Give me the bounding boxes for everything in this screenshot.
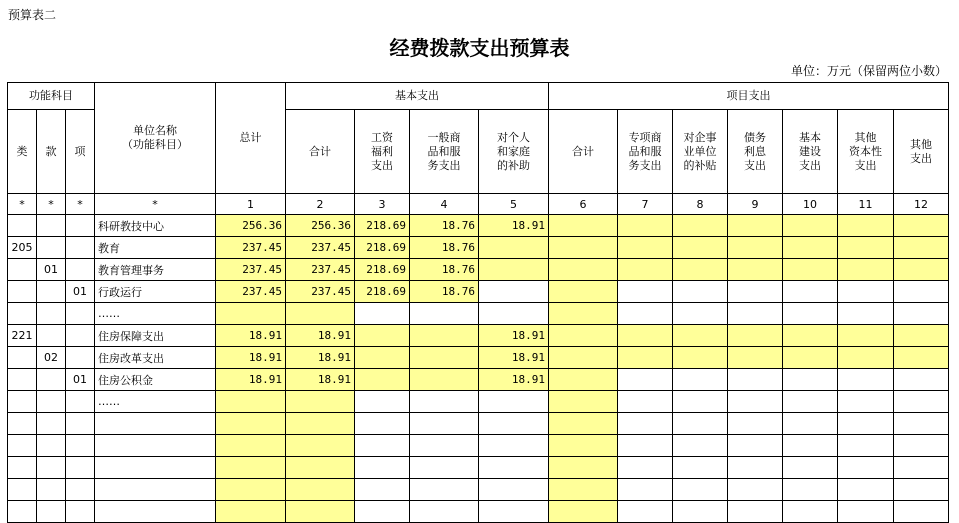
- cell-personal: [479, 413, 549, 435]
- cell-project: [783, 347, 838, 369]
- cell-project: [838, 479, 894, 501]
- cell-project: [618, 435, 673, 457]
- index-cell: 8: [673, 194, 728, 215]
- cell-basic-sum: [286, 457, 355, 479]
- table-row: [8, 457, 949, 479]
- cell-project: [618, 413, 673, 435]
- cell-project: [894, 501, 949, 523]
- cell-general: [410, 303, 479, 325]
- cell-basic-sum: 18.91: [286, 325, 355, 347]
- cell-project: [894, 215, 949, 237]
- cell-name: [95, 479, 216, 501]
- index-cell: *: [95, 194, 216, 215]
- header-project: 项目支出: [549, 83, 949, 110]
- cell-salary: [355, 413, 410, 435]
- cell-lei: [8, 369, 37, 391]
- cell-salary: 218.69: [355, 281, 410, 303]
- cell-name: 教育: [95, 237, 216, 259]
- sheet-caption: 预算表二: [8, 8, 57, 22]
- cell-basic-sum: [286, 303, 355, 325]
- cell-personal: [479, 457, 549, 479]
- cell-project: [783, 391, 838, 413]
- cell-lei: [8, 215, 37, 237]
- cell-lei: [8, 303, 37, 325]
- cell-project: [838, 347, 894, 369]
- cell-name: 住房公积金: [95, 369, 216, 391]
- cell-project: [618, 259, 673, 281]
- cell-project: [728, 457, 783, 479]
- cell-personal: [479, 303, 549, 325]
- cell-project: [783, 215, 838, 237]
- index-row: [8, 194, 949, 215]
- cell-salary: [355, 369, 410, 391]
- cell-basic-sum: 237.45: [286, 281, 355, 303]
- cell-project: [783, 457, 838, 479]
- header-basic-sum: 合计: [286, 110, 355, 194]
- cell-name: [95, 413, 216, 435]
- cell-project: [838, 259, 894, 281]
- cell-name: [95, 501, 216, 523]
- cell-project: [894, 369, 949, 391]
- cell-salary: [355, 303, 410, 325]
- cell-total: 18.91: [216, 325, 286, 347]
- cell-salary: [355, 435, 410, 457]
- cell-project: [894, 457, 949, 479]
- cell-project: [728, 237, 783, 259]
- cell-project: [728, 259, 783, 281]
- cell-name: 教育管理事务: [95, 259, 216, 281]
- cell-general: [410, 479, 479, 501]
- cell-lei: [8, 259, 37, 281]
- cell-kuan: [37, 237, 66, 259]
- cell-basic-sum: [286, 435, 355, 457]
- unit-note: 单位：万元（保留两位小数）: [790, 64, 947, 78]
- table-row: [8, 259, 949, 281]
- cell-general: [410, 501, 479, 523]
- cell-general: [410, 413, 479, 435]
- cell-kuan: [37, 215, 66, 237]
- cell-project: [549, 303, 618, 325]
- cell-project: [728, 303, 783, 325]
- header-unit-name: 单位名称 （功能科目）: [95, 83, 216, 194]
- cell-xiang: [66, 237, 95, 259]
- cell-project: [783, 369, 838, 391]
- cell-total: [216, 457, 286, 479]
- cell-general: [410, 391, 479, 413]
- header-debt: 债务 利息 支出: [728, 110, 783, 194]
- cell-project: [894, 479, 949, 501]
- cell-kuan: [37, 457, 66, 479]
- cell-total: [216, 435, 286, 457]
- cell-general: [410, 369, 479, 391]
- cell-project: [549, 413, 618, 435]
- cell-project: [838, 457, 894, 479]
- cell-total: 256.36: [216, 215, 286, 237]
- cell-kuan: [37, 501, 66, 523]
- cell-project: [838, 325, 894, 347]
- cell-project: [838, 281, 894, 303]
- index-cell: 9: [728, 194, 783, 215]
- cell-project: [783, 259, 838, 281]
- cell-project: [728, 501, 783, 523]
- index-cell: 4: [410, 194, 479, 215]
- table-row: [8, 369, 949, 391]
- header-construction: 基本 建设 支出: [783, 110, 838, 194]
- cell-project: [728, 479, 783, 501]
- cell-salary: [355, 501, 410, 523]
- cell-project: [728, 391, 783, 413]
- cell-name: 住房保障支出: [95, 325, 216, 347]
- cell-project: [838, 391, 894, 413]
- cell-project: [618, 303, 673, 325]
- cell-total: 237.45: [216, 259, 286, 281]
- cell-project: [618, 325, 673, 347]
- header-personal: 对个人 和家庭 的补助: [479, 110, 549, 194]
- cell-project: [618, 479, 673, 501]
- table-row: [8, 501, 949, 523]
- cell-basic-sum: 256.36: [286, 215, 355, 237]
- cell-kuan: [37, 281, 66, 303]
- cell-basic-sum: 18.91: [286, 347, 355, 369]
- cell-personal: [479, 501, 549, 523]
- cell-xiang: [66, 215, 95, 237]
- cell-basic-sum: [286, 413, 355, 435]
- header-other-capital: 其他 资本性 支出: [838, 110, 894, 194]
- cell-project: [618, 237, 673, 259]
- cell-general: [410, 435, 479, 457]
- cell-project: [618, 215, 673, 237]
- cell-project: [783, 325, 838, 347]
- cell-project: [673, 413, 728, 435]
- cell-project: [838, 215, 894, 237]
- cell-total: 18.91: [216, 347, 286, 369]
- cell-lei: 205: [8, 237, 37, 259]
- table-row: [8, 325, 949, 347]
- cell-salary: [355, 347, 410, 369]
- cell-project: [673, 501, 728, 523]
- cell-kuan: [37, 435, 66, 457]
- cell-xiang: [66, 501, 95, 523]
- cell-project: [728, 369, 783, 391]
- cell-salary: 218.69: [355, 237, 410, 259]
- header-enterprise: 对企事 业单位 的补贴: [673, 110, 728, 194]
- table-row: [8, 435, 949, 457]
- cell-personal: [479, 281, 549, 303]
- cell-xiang: 01: [66, 369, 95, 391]
- cell-lei: [8, 413, 37, 435]
- header-special: 专项商 品和服 务支出: [618, 110, 673, 194]
- index-cell: 12: [894, 194, 949, 215]
- cell-xiang: [66, 303, 95, 325]
- cell-project: [673, 259, 728, 281]
- cell-project: [673, 325, 728, 347]
- cell-lei: [8, 479, 37, 501]
- cell-project: [728, 435, 783, 457]
- cell-project: [728, 325, 783, 347]
- cell-total: [216, 479, 286, 501]
- cell-project: [673, 435, 728, 457]
- header-general: 一般商 品和服 务支出: [410, 110, 479, 194]
- cell-xiang: [66, 259, 95, 281]
- cell-project: [549, 479, 618, 501]
- cell-basic-sum: 237.45: [286, 237, 355, 259]
- cell-lei: 221: [8, 325, 37, 347]
- cell-total: [216, 391, 286, 413]
- cell-project: [894, 259, 949, 281]
- table-row: [8, 237, 949, 259]
- cell-personal: 18.91: [479, 325, 549, 347]
- cell-kuan: 01: [37, 259, 66, 281]
- cell-lei: [8, 435, 37, 457]
- cell-lei: [8, 281, 37, 303]
- cell-lei: [8, 457, 37, 479]
- cell-project: [618, 391, 673, 413]
- cell-lei: [8, 391, 37, 413]
- index-cell: 11: [838, 194, 894, 215]
- header-lei: 类: [8, 110, 37, 194]
- cell-personal: 18.91: [479, 347, 549, 369]
- cell-kuan: [37, 391, 66, 413]
- cell-project: [894, 281, 949, 303]
- cell-general: [410, 325, 479, 347]
- cell-general: [410, 347, 479, 369]
- cell-name: [95, 457, 216, 479]
- cell-salary: [355, 325, 410, 347]
- index-cell: 2: [286, 194, 355, 215]
- cell-project: [673, 391, 728, 413]
- index-cell: 1: [216, 194, 286, 215]
- table-row: [8, 391, 949, 413]
- table-row: [8, 479, 949, 501]
- cell-name: 行政运行: [95, 281, 216, 303]
- cell-project: [549, 501, 618, 523]
- cell-project: [894, 303, 949, 325]
- cell-project: [728, 215, 783, 237]
- cell-project: [783, 501, 838, 523]
- cell-salary: [355, 391, 410, 413]
- cell-basic-sum: [286, 479, 355, 501]
- header-project-sum: 合计: [549, 110, 618, 194]
- cell-project: [838, 435, 894, 457]
- cell-salary: [355, 479, 410, 501]
- cell-project: [783, 413, 838, 435]
- cell-project: [618, 369, 673, 391]
- cell-project: [673, 347, 728, 369]
- cell-xiang: [66, 413, 95, 435]
- cell-project: [728, 281, 783, 303]
- cell-project: [549, 391, 618, 413]
- cell-project: [618, 281, 673, 303]
- cell-project: [783, 435, 838, 457]
- cell-kuan: [37, 479, 66, 501]
- header-basic: 基本支出: [286, 83, 549, 110]
- cell-kuan: [37, 369, 66, 391]
- cell-project: [838, 237, 894, 259]
- cell-personal: 18.91: [479, 369, 549, 391]
- cell-project: [673, 303, 728, 325]
- cell-name: ……: [95, 391, 216, 413]
- cell-project: [549, 237, 618, 259]
- table-row: [8, 281, 949, 303]
- cell-xiang: 01: [66, 281, 95, 303]
- cell-project: [673, 457, 728, 479]
- cell-xiang: [66, 457, 95, 479]
- index-cell: 10: [783, 194, 838, 215]
- cell-salary: [355, 457, 410, 479]
- cell-project: [549, 457, 618, 479]
- cell-project: [549, 435, 618, 457]
- cell-salary: 218.69: [355, 259, 410, 281]
- index-cell: *: [8, 194, 37, 215]
- header-salary: 工资 福利 支出: [355, 110, 410, 194]
- cell-lei: [8, 347, 37, 369]
- cell-kuan: [37, 413, 66, 435]
- page-title: 经费拨款支出预算表: [389, 36, 570, 60]
- cell-personal: 18.91: [479, 215, 549, 237]
- cell-project: [838, 413, 894, 435]
- cell-name: ……: [95, 303, 216, 325]
- cell-project: [673, 369, 728, 391]
- cell-salary: 218.69: [355, 215, 410, 237]
- header-func-subject: 功能科目: [8, 83, 95, 110]
- cell-project: [618, 457, 673, 479]
- cell-personal: [479, 259, 549, 281]
- cell-project: [894, 391, 949, 413]
- cell-general: 18.76: [410, 281, 479, 303]
- table-row: [8, 347, 949, 369]
- cell-basic-sum: 18.91: [286, 369, 355, 391]
- cell-basic-sum: [286, 501, 355, 523]
- cell-name: [95, 435, 216, 457]
- cell-project: [783, 281, 838, 303]
- cell-project: [549, 259, 618, 281]
- cell-total: 237.45: [216, 237, 286, 259]
- cell-project: [838, 501, 894, 523]
- cell-kuan: [37, 303, 66, 325]
- cell-project: [838, 303, 894, 325]
- cell-project: [894, 435, 949, 457]
- cell-personal: [479, 391, 549, 413]
- cell-basic-sum: [286, 391, 355, 413]
- cell-project: [783, 303, 838, 325]
- header-total: 总计: [216, 83, 286, 194]
- cell-project: [894, 347, 949, 369]
- table-row: [8, 303, 949, 325]
- cell-xiang: [66, 435, 95, 457]
- cell-project: [783, 237, 838, 259]
- cell-personal: [479, 435, 549, 457]
- cell-project: [728, 347, 783, 369]
- cell-general: 18.76: [410, 259, 479, 281]
- cell-general: 18.76: [410, 215, 479, 237]
- cell-name: 住房改革支出: [95, 347, 216, 369]
- table-row: [8, 215, 949, 237]
- cell-project: [673, 237, 728, 259]
- cell-xiang: [66, 325, 95, 347]
- index-cell: *: [37, 194, 66, 215]
- cell-xiang: [66, 347, 95, 369]
- cell-basic-sum: 237.45: [286, 259, 355, 281]
- cell-name: 科研教技中心: [95, 215, 216, 237]
- cell-personal: [479, 479, 549, 501]
- cell-project: [673, 281, 728, 303]
- cell-total: [216, 303, 286, 325]
- header-other: 其他 支出: [894, 110, 949, 194]
- cell-project: [728, 413, 783, 435]
- index-cell: 6: [549, 194, 618, 215]
- cell-total: 237.45: [216, 281, 286, 303]
- table-row: [8, 413, 949, 435]
- cell-project: [618, 347, 673, 369]
- cell-project: [549, 215, 618, 237]
- cell-xiang: [66, 479, 95, 501]
- index-cell: 7: [618, 194, 673, 215]
- cell-project: [838, 369, 894, 391]
- cell-project: [894, 237, 949, 259]
- cell-lei: [8, 501, 37, 523]
- cell-kuan: [37, 325, 66, 347]
- cell-project: [549, 281, 618, 303]
- cell-project: [673, 479, 728, 501]
- cell-project: [549, 325, 618, 347]
- header-kuan: 款: [37, 110, 66, 194]
- index-cell: *: [66, 194, 95, 215]
- cell-total: [216, 501, 286, 523]
- cell-xiang: [66, 391, 95, 413]
- cell-total: 18.91: [216, 369, 286, 391]
- index-cell: 5: [479, 194, 549, 215]
- cell-general: 18.76: [410, 237, 479, 259]
- cell-project: [549, 347, 618, 369]
- index-cell: 3: [355, 194, 410, 215]
- cell-project: [894, 413, 949, 435]
- budget-table: [7, 82, 949, 523]
- cell-project: [618, 501, 673, 523]
- cell-project: [549, 369, 618, 391]
- cell-personal: [479, 237, 549, 259]
- cell-project: [673, 215, 728, 237]
- cell-kuan: 02: [37, 347, 66, 369]
- cell-general: [410, 457, 479, 479]
- cell-project: [894, 325, 949, 347]
- header-xiang: 项: [66, 110, 95, 194]
- cell-project: [783, 479, 838, 501]
- cell-total: [216, 413, 286, 435]
